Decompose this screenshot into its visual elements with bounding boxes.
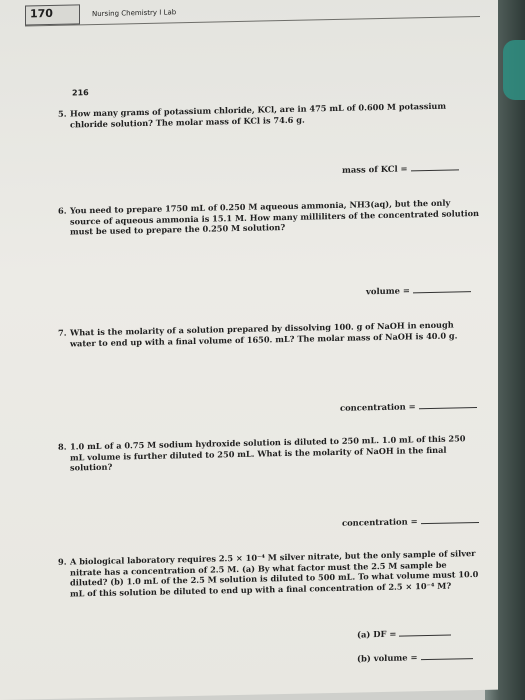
answer-line-7: [340, 400, 477, 413]
answer-blank[interactable]: [421, 657, 473, 660]
question-9: [58, 548, 480, 599]
background-object: [503, 40, 525, 100]
answer-label: concentration =: [342, 516, 418, 528]
answer-blank[interactable]: [421, 521, 479, 524]
answer-blank[interactable]: [411, 168, 459, 171]
question-number: 8.: [58, 441, 67, 452]
question-number: 9.: [58, 556, 67, 567]
page-number: 170: [30, 6, 53, 21]
answer-line-8: [342, 515, 479, 528]
question-6: [58, 197, 480, 237]
answer-label: concentration =: [340, 401, 416, 413]
answer-blank[interactable]: [399, 634, 451, 637]
answer-line-6: [366, 284, 471, 296]
answer-line-9b: [357, 651, 473, 663]
section-number: 216: [72, 88, 89, 98]
question-5: [58, 100, 480, 130]
answer-blank[interactable]: [419, 406, 477, 409]
question-7: [58, 319, 480, 349]
question-number: 7.: [58, 327, 67, 338]
question-text: 1.0 mL of a 0.75 M sodium hydroxide solution is diluted to 250 mL. 1.0 mL of this 250 mL volume is further diluted to 250 mL. What is the molarity of NaOH in the final solution?: [70, 433, 466, 473]
running-head: Nursing Chemistry I Lab: [92, 8, 177, 19]
question-text: How many grams of potassium chloride, KCl, are in 475 mL of 0.600 M potassium chloride solution? The molar mass of KCl is 74.6 g.: [70, 100, 447, 130]
question-number: 6.: [58, 205, 67, 216]
answer-label: volume =: [366, 285, 410, 297]
answer-blank[interactable]: [413, 290, 471, 293]
question-text: A biological laboratory requires 2.5 × 10⁻⁴ M silver nitrate, but the only sample of silver nitrate has a concentration of 2.5 M. (a) By what factor must the 2.5 M sample be diluted? (b) 1.0 mL of the 2.5 M solution is diluted to 500 mL. To what volume must 10.0 mL of this solution be diluted to end up with a final concentration of 2.5 × 10⁻⁴ M?: [70, 548, 479, 599]
question-8: [58, 433, 480, 473]
answer-line-5: [342, 162, 459, 174]
question-number: 5.: [58, 108, 67, 119]
answer-label: (a) DF =: [357, 628, 397, 640]
question-text: What is the molarity of a solution prepared by dissolving 100. g of NaOH in enough water to end up with a final volume of 1650. mL? The molar mass of NaOH is 40.0 g.: [70, 319, 458, 349]
answer-label: (b) volume =: [357, 652, 418, 664]
answer-line-9a: [357, 628, 451, 640]
answer-label: mass of KCl =: [342, 163, 408, 175]
question-text: You need to prepare 1750 mL of 0.250 M aqueous ammonia, NH3(aq), but the only source of aqueous ammonia is 15.1 M. How many milliliters of the concentrated solution must be used to prepare the 0.250 M solution?: [70, 197, 480, 237]
